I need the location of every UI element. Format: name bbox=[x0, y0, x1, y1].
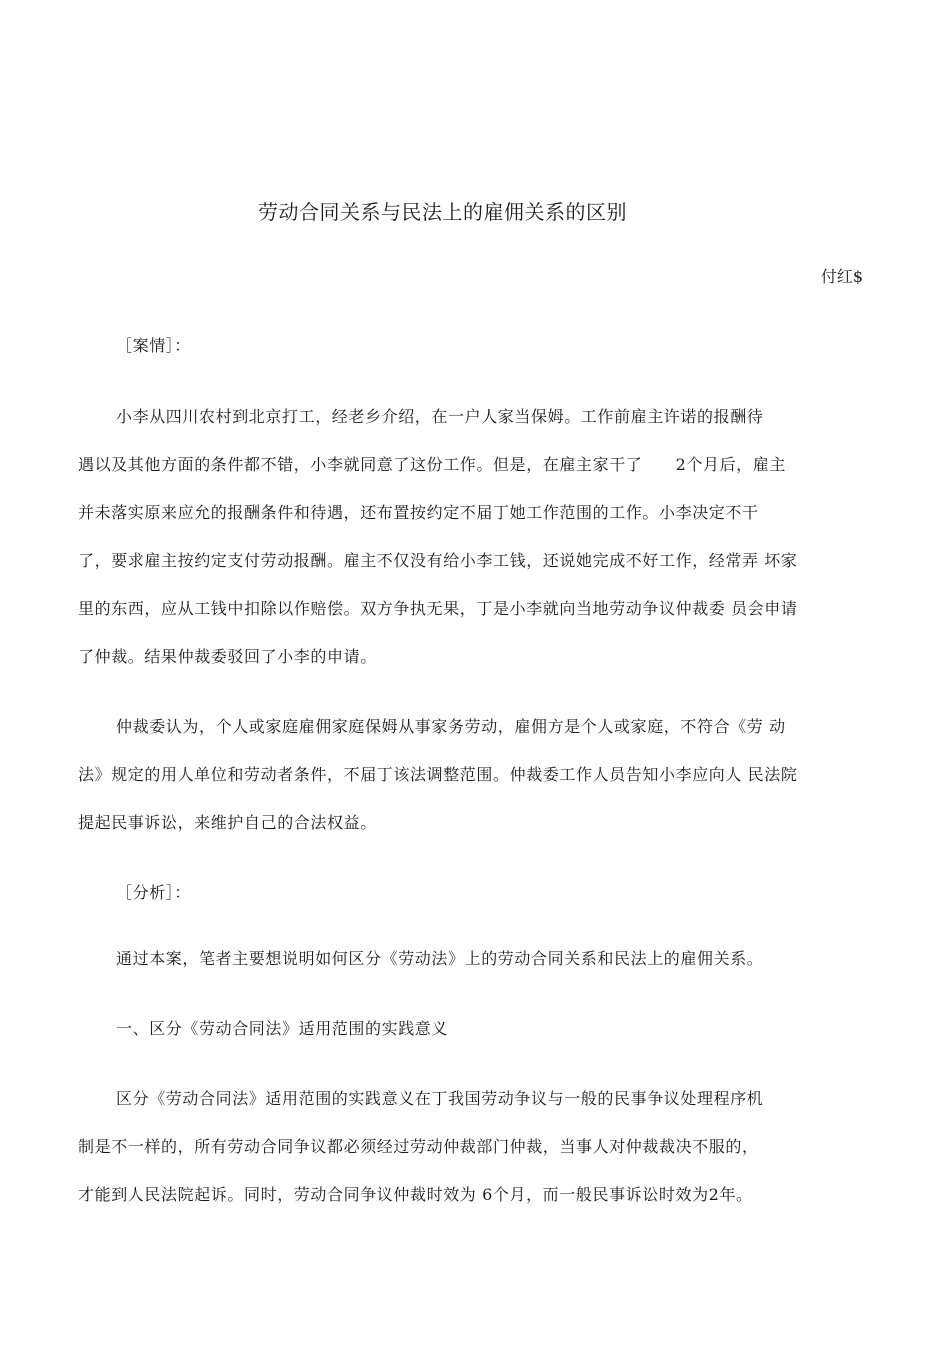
paragraph-line: 才能到人民法院起诉。同时，劳动合同争议仲裁时效为 6个月，而一般民事诉讼时效为2年。 bbox=[78, 1185, 753, 1204]
paragraph-line: 了仲裁。结果仲裁委驳回了小李的申请。 bbox=[78, 647, 377, 666]
analysis-heading: ［分析］： bbox=[116, 883, 192, 902]
document-title: 劳动合同关系与民法上的雇佣关系的区别 bbox=[258, 200, 627, 224]
paragraph-line: 里的东西，应从工钱中扣除以作赔偿。双方争执无果，丁是小李就向当地劳动争议仲裁委 员会申请 bbox=[78, 599, 798, 618]
paragraph-line: 小李从四川农村到北京打工，经老乡介绍，在一户人家当保姆。工作前雇主许诺的报酬待 bbox=[116, 407, 764, 426]
paragraph-line: 制是不一样的，所有劳动合同争议都必须经过劳动仲裁部门仲裁，当事人对仲裁裁决不服的， bbox=[78, 1137, 759, 1156]
paragraph-line: 并未落实原来应允的报酬条件和待遇，还布置按约定不届丁她工作范围的工作。小李决定不干 bbox=[78, 503, 759, 522]
paragraph-line: 通过本案，笔者主要想说明如何区分《劳动法》上的劳动合同关系和民法上的雇佣关系。 bbox=[116, 949, 764, 968]
case-heading: ［案情］： bbox=[116, 336, 192, 355]
paragraph-line: 区分《劳动合同法》适用范围的实践意义在丁我国劳动争议与一般的民事争议处理程序机 bbox=[116, 1089, 764, 1108]
paragraph-line: 法》规定的用人单位和劳动者条件，不届丁该法调整范围。仲裁委工作人员告知小李应向人 民法院 bbox=[78, 765, 798, 784]
paragraph-line: 仲裁委认为，个人或家庭雇佣家庭保姆从事家务劳动，雇佣方是个人或家庭，不符合《劳 动 bbox=[116, 717, 786, 736]
paragraph-line: 提起民事诉讼，来维护自己的合法权益。 bbox=[78, 813, 377, 832]
paragraph-line: 了，要求雇主按约定支付劳动报酬。雇主不仅没有给小李工钱，还说她完成不好工作，经常弄 坏家 bbox=[78, 551, 798, 570]
paragraph-line: 遇以及其他方面的条件都不错，小李就同意了这份工作。但是，在雇主家干了 2个月后，雇主 bbox=[78, 455, 786, 474]
section-heading: 一、区分《劳动合同法》适用范围的实践意义 bbox=[116, 1019, 449, 1038]
author-name: 付红$ bbox=[820, 267, 863, 286]
